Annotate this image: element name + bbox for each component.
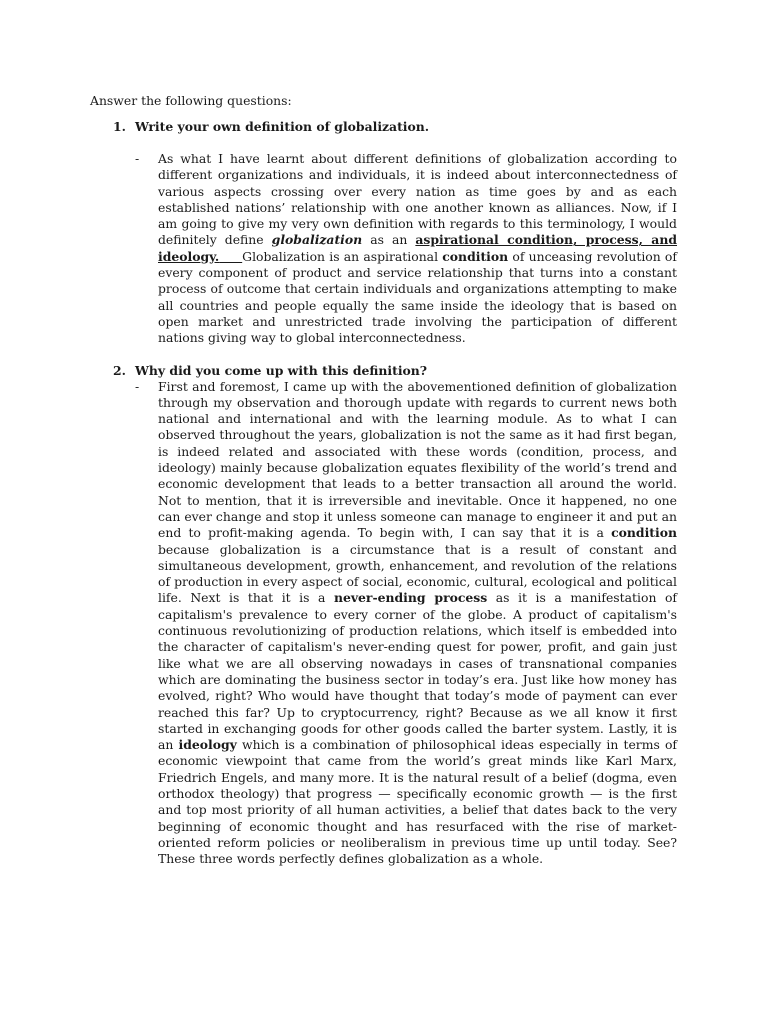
answer-1-part-1: As what I have learnt about different definitions of globalization according to different organizations and individuals, it is indeed about interconnectedness of various aspects crossing over every nation as time goes by and as each established nations’ relationship with one another known as alliances. Now, if I am going to give my very own definition with regards to this terminology, I would definitely define [158, 151, 677, 248]
bullet-dash: - [135, 151, 140, 166]
answer-1 [90, 151, 677, 347]
answer-2-part-2: because globalization is a circumstance that is a result of constant and simultaneous development, growth, enhancement, and revolution of the relations of production in every aspect of social, economic, cultural, ecological and political life. Next is that it is a [158, 541, 677, 606]
answer-1-part-2: as an [362, 232, 416, 248]
instructions-text: Answer the following questions: [90, 93, 292, 108]
answer-1-part-3: Globalization is an aspirational [242, 248, 443, 264]
answer-2-part-1: First and foremost, I came up with the abovementioned definition of globalization through my observation and thorough update with regards to current news both national and international and with the learning module. As to what I can observed throughout the years, globalization is not the same as it had first began, is indeed related and associated with these words (condition, process, and ideology) mainly because globalization equates flexibility of the world’s trend and economic development that leads to a better transaction all around the world. Not to mention, that it is irreversible and inevitable. Once it happened, no one can ever change and stop it unless someone can manage to engineer it and put an end to profit-making agenda. To begin with, I can say that it is a [158, 378, 677, 541]
answer-2-part-3: as it is a manifestation of capitalism's prevalence to every corner of the globe. A product of capitalism's continuous revolutionizing of production relations, which itself is embedded into the character of capitalism's never-ending quest for power, profit, and gain just like what we are all observing nowadays in cases of transnational companies which are dominating the business sector in today’s era. Just like how money has evolved, right? Who would have thought that today’s mode of payment can ever reached this far? Up to cryptocurrency, right? Because as we all know it first started in exchanging goods for other goods called the barter system. Lastly, it is an [158, 590, 677, 753]
answer-1-part-4: of unceasing revolution of every component of product and service relationship that turns into a constant process of outcome that certain individuals and organizations attempting to make all countries and people equally the same inside the ideology that is based on open market and unrestricted trade involving the participation of different nations giving way to global interconnectedness. [158, 248, 677, 346]
question-1-text: Write your own definition of globalization. [135, 119, 430, 134]
answer-1-term: globalization [271, 232, 363, 248]
answer-2-ideology: ideology [178, 737, 237, 753]
bullet-dash: - [135, 378, 140, 394]
answer-1-definition-gap [219, 249, 242, 264]
answer-2-part-4: which is a combination of philosophical ideas especially in terms of economic viewpoint that came from the world’s great minds like Karl Marx, Friedrich Engels, and many more. It is the natural result of a belief (dogma, even orthodox theology) that progress — specifically economic growth — is the first and top most priority of all human activities, a belief that dates back to the very beginning of economic thought and has resurfaced with the rise of market-oriented reform policies or neoliberalism in previous time up until today. See? These three words perfectly defines globalization as a whole. [158, 737, 677, 867]
question-2-number: 2. [113, 362, 126, 378]
question-2-text: Why did you come up with this definition? [135, 362, 428, 378]
answer-2 [90, 379, 677, 868]
question-1 [90, 119, 678, 347]
answer-1-definition-text: aspirational condition, process, and ideology. [158, 232, 678, 264]
answer-1-condition: condition [442, 248, 509, 264]
answer-2-process: never-ending process [333, 590, 488, 606]
question-2 [90, 363, 678, 868]
answer-2-condition: condition [611, 525, 677, 541]
question-1-number: 1. [113, 119, 126, 134]
question-1-heading [90, 119, 678, 135]
question-2-heading [90, 363, 678, 379]
